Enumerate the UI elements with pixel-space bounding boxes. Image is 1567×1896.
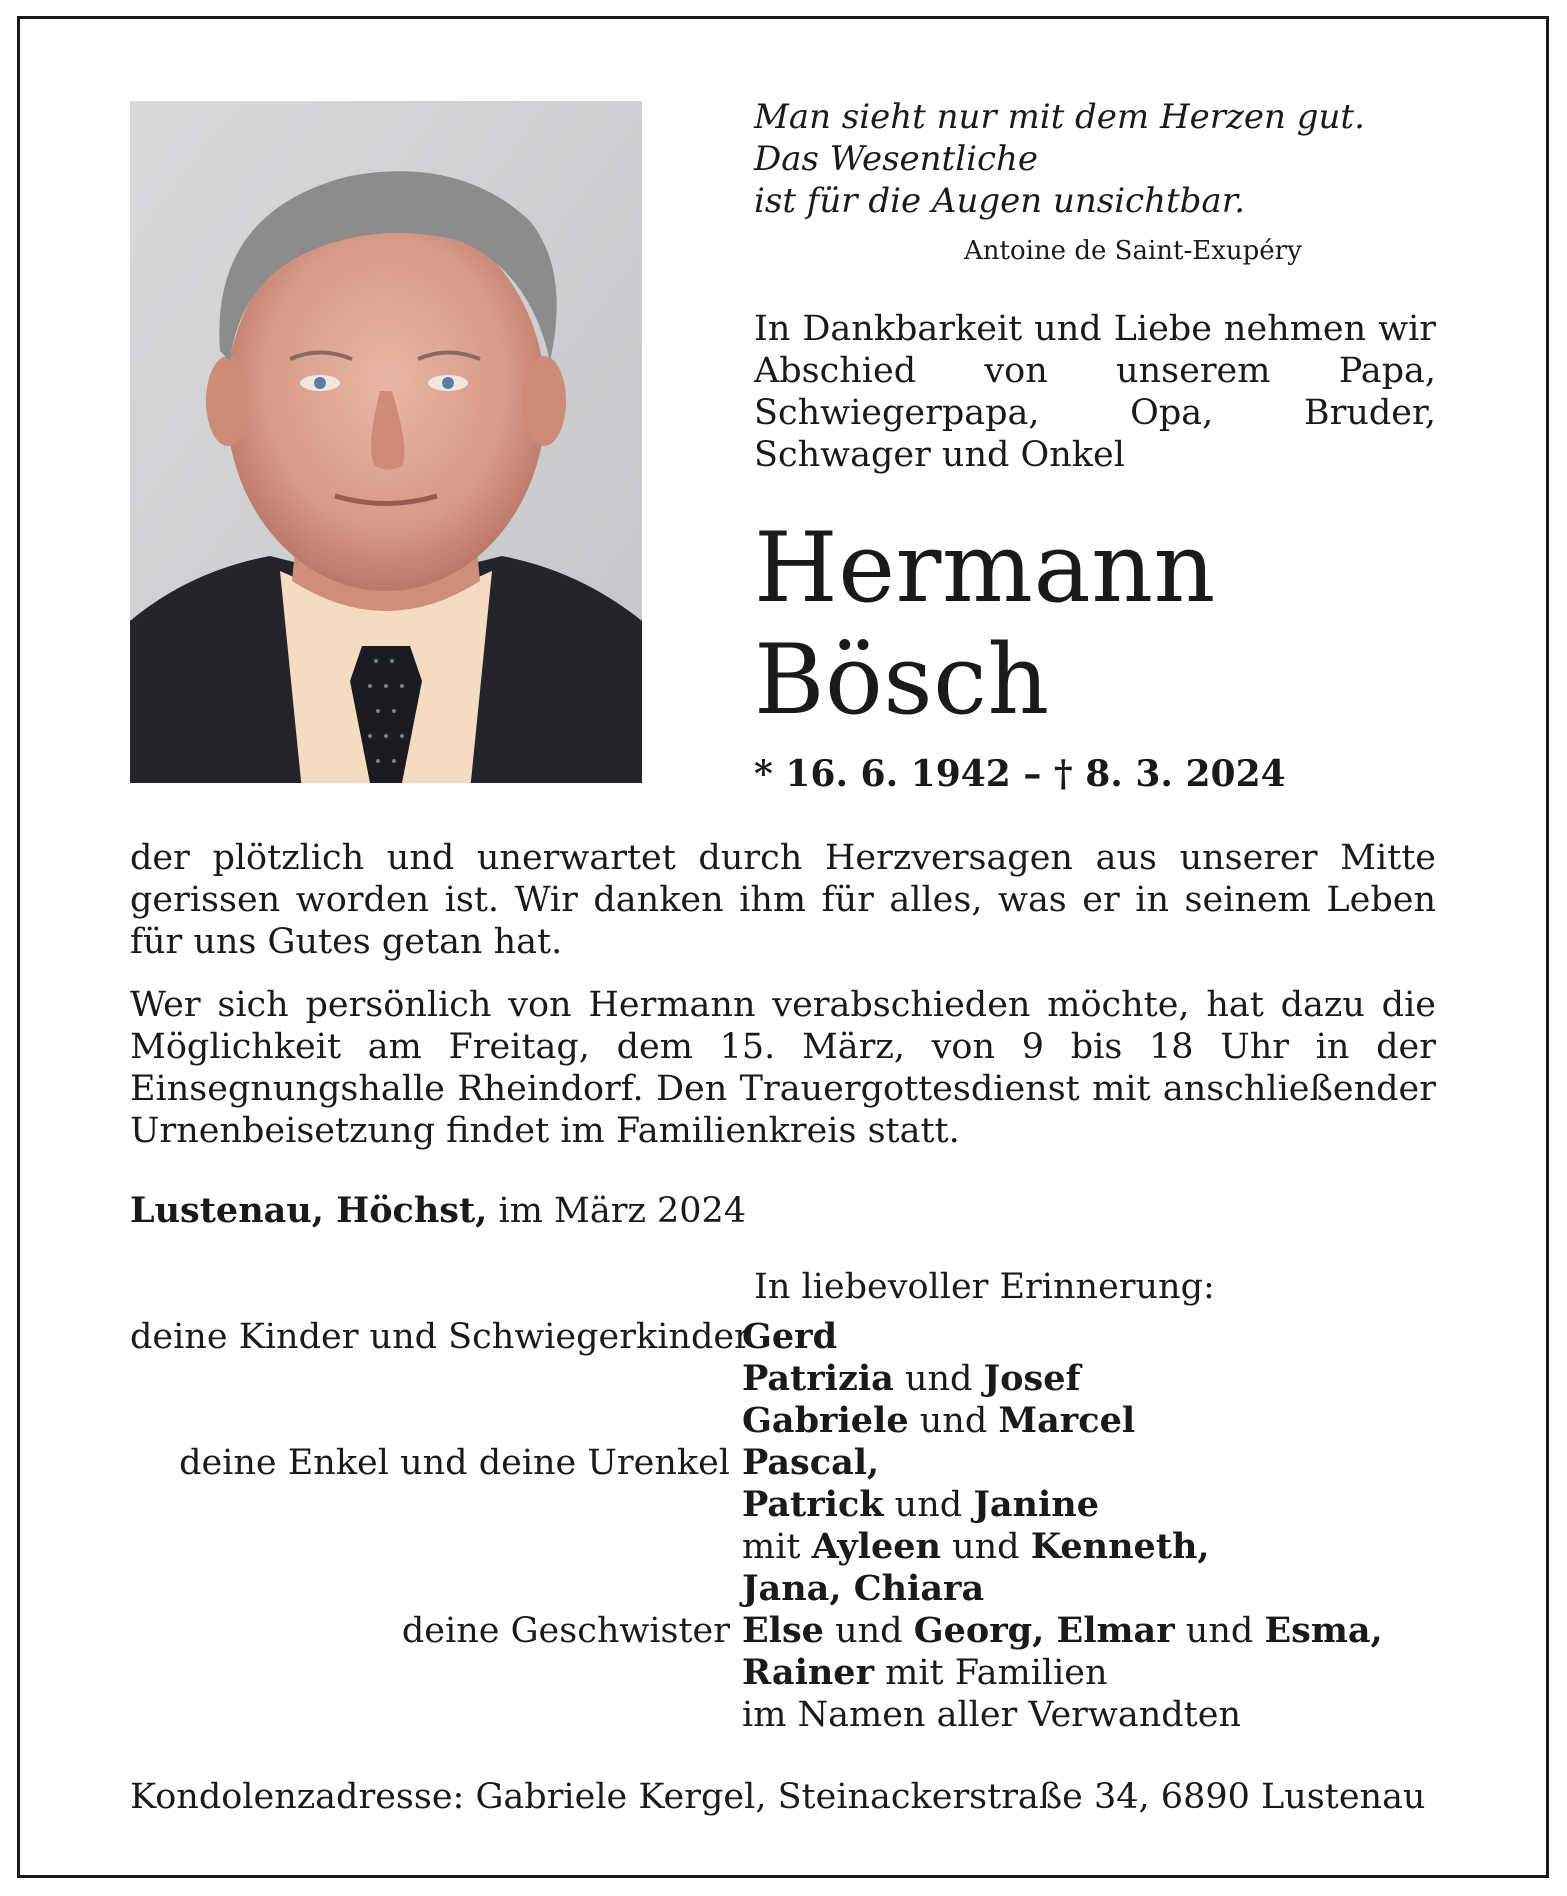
quote — [754, 96, 1454, 222]
quote-line: ist für die Augen unsichtbar. — [754, 181, 1246, 221]
siblings-label: deine Geschwister — [401, 1611, 730, 1651]
paragraph-1: der plötzlich und unerwartet durch Herzversagen aus unserer Mitte gerissen worden ist. Wir danken ihm für alles, was er in seinem Leben für uns Gutes getan hat. — [130, 838, 1436, 962]
portrait-photo — [130, 101, 642, 783]
mourners-list — [130, 1316, 1436, 1736]
mourner-name: Ayleen — [811, 1526, 941, 1567]
life-dates: * 16. 6. 1942 – † 8. 3. 2024 — [754, 753, 1286, 795]
mourner-name: Gerd — [742, 1316, 838, 1357]
mourner-name: Patrizia — [742, 1358, 894, 1399]
intro-text: In Dankbarkeit und Liebe nehmen wir Abschied von unserem Papa, Schwiegerpapa, Opa, Bruder, Schwager und Onkel — [754, 309, 1436, 475]
condolence-address: Kondolenzadresse: Gabriele Kergel, Steinackerstraße 34, 6890 Lustenau — [130, 1777, 1426, 1817]
conjunction: mit — [742, 1527, 801, 1567]
mourners-heading: In liebevoller Erinnerung: — [754, 1267, 1215, 1307]
conjunction: mit Familien — [885, 1653, 1108, 1693]
mourner-name: Jana, Chiara — [742, 1568, 985, 1609]
place-date — [130, 1190, 746, 1232]
grandchildren-label: deine Enkel und deine Urenkel — [179, 1443, 730, 1483]
place-date-text: im März 2024 — [498, 1191, 747, 1231]
mourners-footer: im Namen aller Verwandten — [742, 1695, 1241, 1735]
conjunction: und — [894, 1485, 963, 1525]
quote-line: Das Wesentliche — [754, 139, 1039, 179]
quote-author: Antoine de Saint-Exupéry — [964, 236, 1302, 266]
mourner-name: Marcel — [998, 1400, 1136, 1441]
mourner-name: Esma, — [1264, 1610, 1383, 1651]
conjunction: und — [835, 1611, 903, 1651]
mourner-name: Else — [742, 1610, 824, 1651]
mourner-name: Georg, Elmar — [913, 1610, 1175, 1651]
mourner-row — [130, 1316, 1436, 1442]
mourner-name: Patrick — [742, 1484, 884, 1525]
mourner-name: Pascal, — [742, 1442, 880, 1483]
place-towns: Lustenau, Höchst, — [130, 1190, 488, 1231]
siblings-names — [742, 1610, 1436, 1736]
children-label: deine Kinder und Schwiegerkinder — [130, 1317, 751, 1357]
deceased-name — [754, 512, 1216, 736]
conjunction: und — [904, 1359, 973, 1399]
grandchildren-names — [742, 1442, 1436, 1610]
last-name: Bösch — [754, 624, 1050, 736]
mourner-row — [130, 1610, 1436, 1736]
mourner-name: Rainer — [742, 1652, 875, 1693]
conjunction: und — [1185, 1611, 1254, 1651]
mourner-row — [130, 1442, 1436, 1610]
conjunction: und — [919, 1401, 988, 1441]
mourner-name: Kenneth, — [1030, 1526, 1210, 1567]
quote-line: Man sieht nur mit dem Herzen gut. — [754, 97, 1365, 137]
mourner-name: Josef — [983, 1358, 1081, 1399]
conjunction: und — [952, 1527, 1020, 1567]
mourner-name: Janine — [973, 1484, 1100, 1525]
mourner-name: Gabriele — [742, 1400, 909, 1441]
children-names — [742, 1316, 1436, 1442]
portrait-image — [130, 101, 642, 783]
paragraph-2: Wer sich persönlich von Hermann verabschieden möchte, hat dazu die Möglichkeit am Freitag, dem 15. März, von 9 bis 18 Uhr in der Einsegnungshalle Rheindorf. Den Trauergottesdienst mit anschließender Urnenbeisetzung findet im Familienkreis statt. — [130, 985, 1436, 1151]
first-name: Hermann — [754, 512, 1216, 624]
